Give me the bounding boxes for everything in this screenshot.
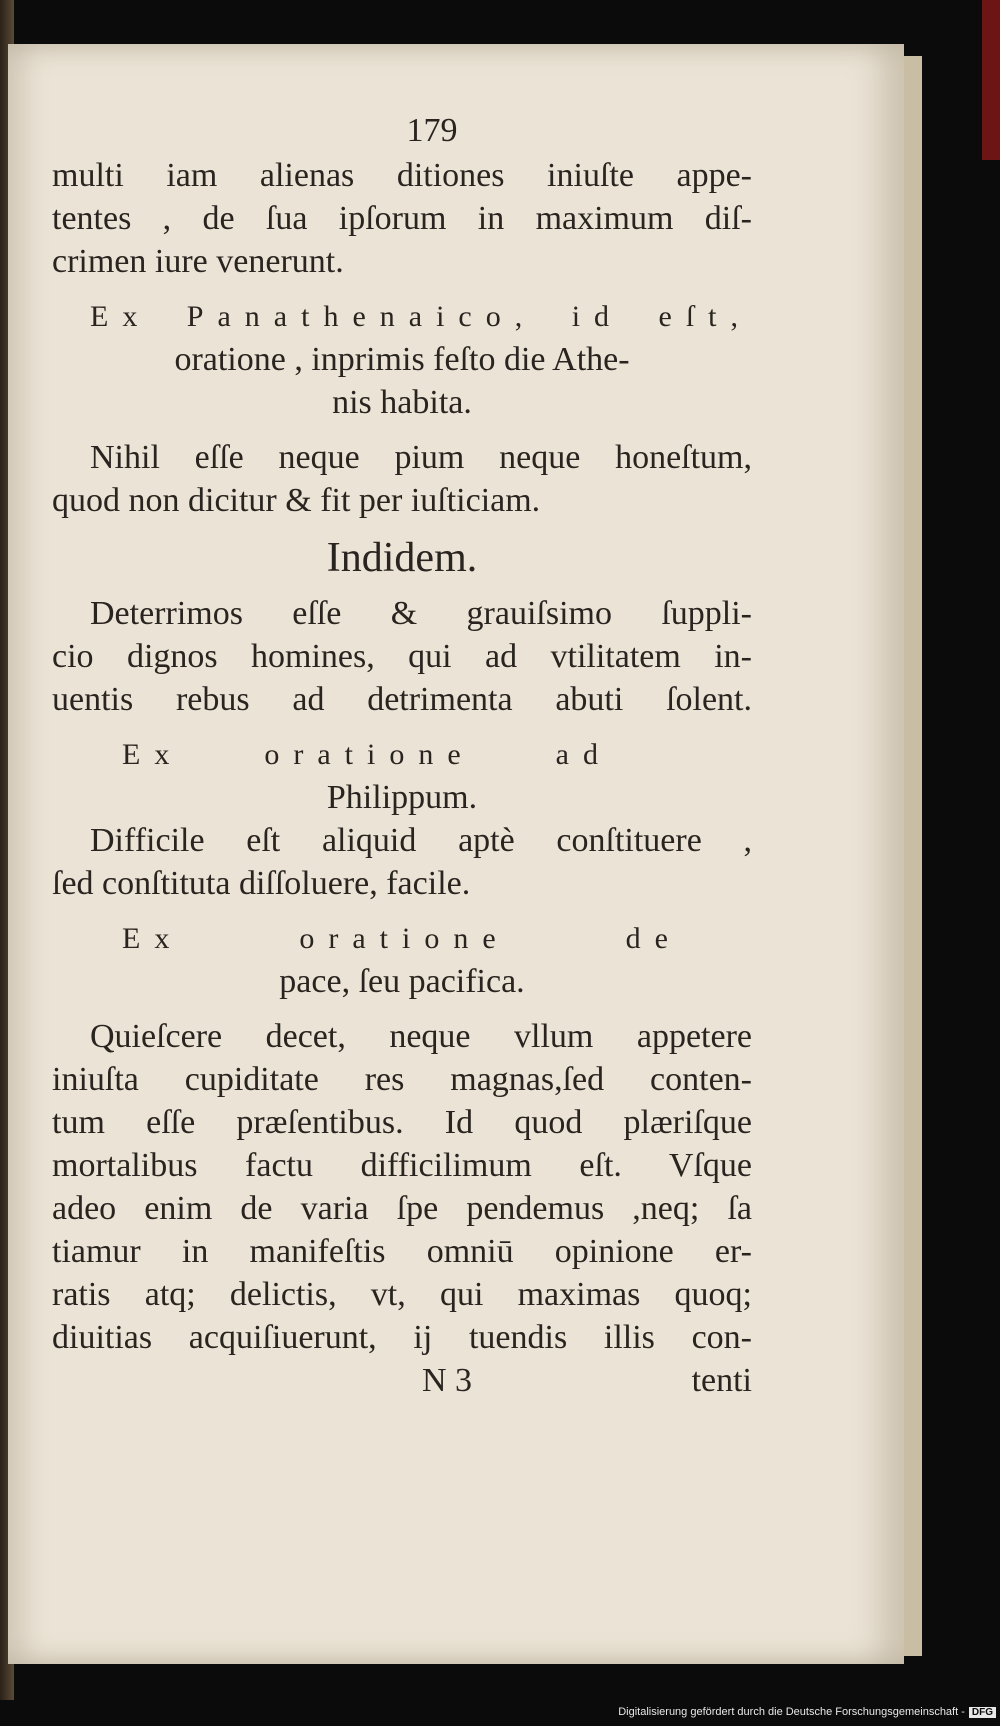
binding-strip — [982, 0, 1000, 160]
text-line: cio dignos homines, qui ad vtilitatem in- — [52, 638, 752, 675]
text-line: uentis rebus ad detrimenta abuti ſolent. — [52, 681, 752, 718]
text-line: multi iam alienas ditiones iniuſte appe- — [52, 157, 752, 194]
text-line: tiamur in manifeſtis omniū opinione er- — [52, 1233, 752, 1270]
section-heading: pace, ſeu pacifica. — [279, 963, 525, 1000]
section-heading: Philippum. — [326, 779, 478, 816]
text-line: ſed conſtituta diſſoluere, facile. — [52, 865, 471, 902]
credit-text: Digitalisierung gefördert durch die Deutsche Forschungsgemeinschaft - — [618, 1706, 965, 1718]
text-line: adeo enim de varia ſpe pendemus ,neq; ſa — [52, 1190, 752, 1227]
section-heading: nis habita. — [332, 384, 472, 421]
text-line: tentes , de ſua ipſorum in maximum diſ- — [52, 200, 752, 237]
text-line: Deterrimos eſſe & grauiſsimo ſuppli- — [90, 595, 752, 632]
text-line: ratis atq; delictis, vt, qui maximas quoq; — [52, 1276, 752, 1313]
text-line: quod non dicitur & fit per iuſticiam. — [52, 482, 541, 519]
text-line: diuitias acquiſiuerunt, ij tuendis illis con- — [52, 1319, 752, 1356]
text-line: crimen iure venerunt. — [52, 243, 344, 280]
page-footer-line — [52, 1359, 752, 1402]
section-heading: Ex oratione de — [122, 922, 682, 955]
catchword: tenti — [691, 1362, 752, 1399]
section-heading: Indidem. — [326, 535, 478, 581]
text-line: Difficile eſt aliquid aptè conſtituere , — [90, 822, 752, 859]
text-line: mortalibus factu difficilimum eſt. Vſque — [52, 1147, 752, 1184]
text-line: Quieſcere decet, neque vllum appetere — [90, 1018, 752, 1055]
digitization-credit — [618, 1706, 996, 1718]
section-heading: Ex oratione ad — [122, 738, 612, 771]
section-heading: oratione , inprimis feſto die Athe- — [174, 341, 630, 378]
section-heading: Ex Panathenaico, id eſt, — [90, 300, 752, 333]
text-line: iniuſta cupiditate res magnas,ſed conten- — [52, 1061, 752, 1098]
text-line: tum eſſe præſentibus. Id quod plæriſque — [52, 1104, 752, 1141]
page-edge — [904, 56, 922, 1656]
dfg-logo: DFG — [969, 1707, 996, 1718]
page-number: 179 — [406, 112, 458, 149]
page-text — [52, 108, 752, 1402]
signature-mark: N 3 — [422, 1362, 473, 1399]
text-line: Nihil eſſe neque pium neque honeſtum, — [90, 439, 752, 476]
